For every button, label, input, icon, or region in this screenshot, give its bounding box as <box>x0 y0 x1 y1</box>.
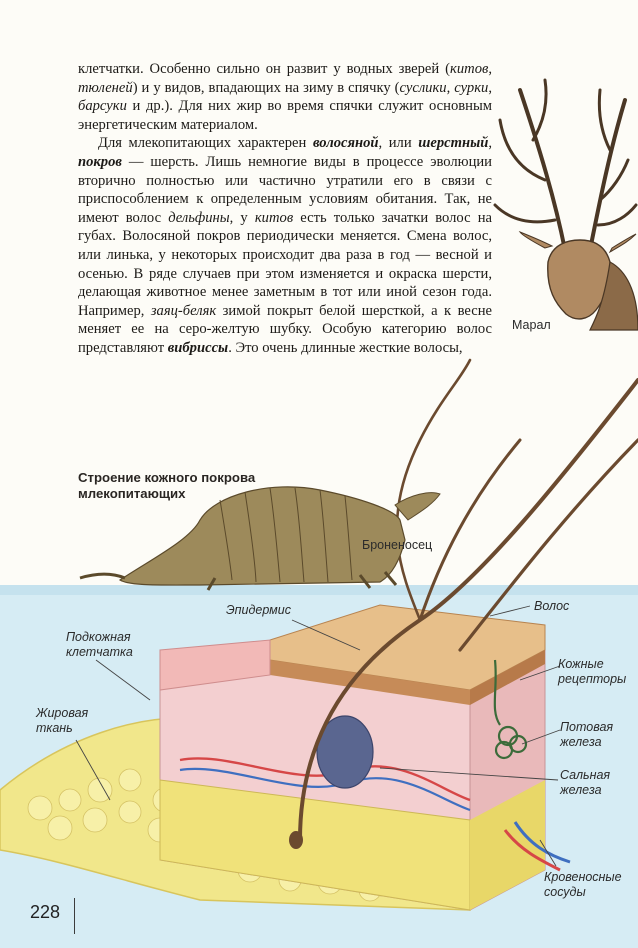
fat-label: Жировая ткань <box>36 706 89 735</box>
armadillo-label: Броненосец <box>362 538 433 552</box>
sebaceous-gland-label: Сальная железа <box>560 768 611 797</box>
body-text <box>78 60 492 358</box>
epidermis-label: Эпидермис <box>226 603 291 617</box>
vessels-label: Кровеносные сосуды <box>544 870 622 899</box>
figure-caption: Строение кожного покрова млекопитающих <box>78 470 256 501</box>
paragraph-1: клетчатки. Особенно сильно он развит у водных зверей (китов, тюленей) и у видов, впадающих на зиму в спячку (суслики, сурки, барсуки и др.). Для них жир во время спячки служит основным энергетическим материалом. <box>78 61 492 133</box>
maral-drawing <box>495 80 638 330</box>
hair-label: Волос <box>534 599 570 613</box>
maral-label: Марал <box>512 318 551 332</box>
paragraph-2: Для млекопитающих характерен волосяной, или шерстный, покров — шерсть. Лишь немногие виды в процессе эволюции вторично полностью или частично утратили его в связи с приспособлением к определенным условиям обитания. Так, не имеют волос дельфины, у китов есть только зачатки волос на губах. Волосяной покров периодически меняется. Смена волос, или линька, у некоторых происходит два раза в год — весной и осенью. В ряде случаев при этом изменяется и окраска шерсти, делающая животное менее заметным в тот или иной сезон года. Например, заяц-беляк зимой покрыт белой шерсткой, а к весне меняет ее на серо-желтую шубку. Особую категорию волос представляют вибриссы. Это очень длинные жесткие волосы, <box>78 135 492 356</box>
sweat-gland-label: Потовая железа <box>560 720 614 749</box>
receptors-label: Кожные рецепторы <box>558 657 627 686</box>
page-number-rule <box>74 898 75 934</box>
page-number: 228 <box>30 902 61 922</box>
subcutaneous-label: Подкожная клетчатка <box>66 630 133 659</box>
